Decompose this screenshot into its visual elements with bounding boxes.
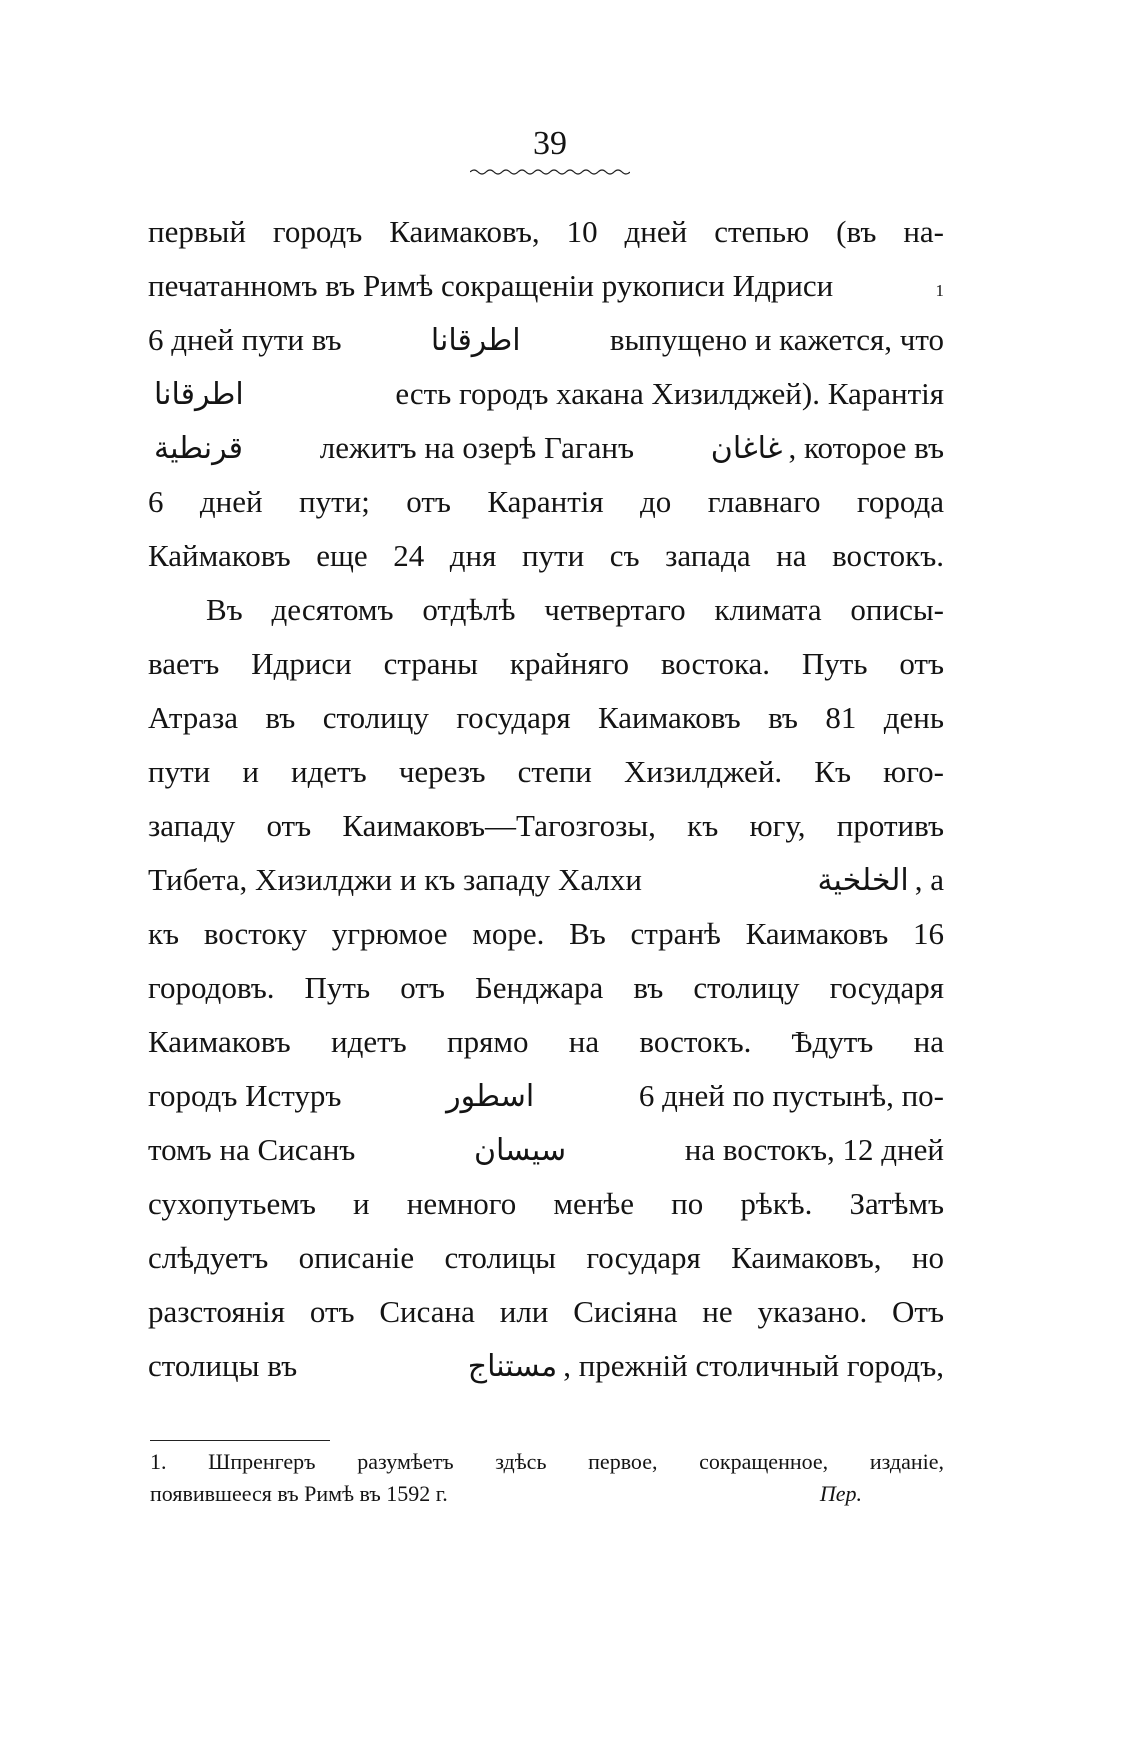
text-line: Атраза въ столицу государя Каимаковъ въ 81 день <box>148 700 944 735</box>
text-segment: столицы въ <box>148 1348 298 1383</box>
page-number-ornament <box>470 168 630 176</box>
text-segment: печатанномъ въ Римѣ сокращеніи рукописи Идриси <box>148 268 834 303</box>
arabic-word: اطرقانا <box>154 377 244 412</box>
text-segment: есть городъ хакана Хизилджей). Карантія <box>395 376 944 411</box>
text-line: слѣдуетъ описаніе столицы государя Каимаковъ, но <box>148 1240 944 1275</box>
text-line: печатанномъ въ Римѣ сокращеніи рукописи Идриси 1 <box>148 266 944 306</box>
text-line: Каймаковъ еще 24 дня пути съ запада на востокъ. <box>148 538 944 573</box>
page-number: 39 <box>533 125 567 162</box>
text-segment: выпущено и кажется, что <box>609 322 944 357</box>
text-segment <box>811 860 944 901</box>
footnote-line <box>150 1480 944 1508</box>
arabic-word: اطرقانا <box>430 323 521 358</box>
text-segment: на востокъ, 12 дней <box>684 1132 944 1167</box>
text-segment: лежитъ на озерѣ Гаганъ <box>319 430 635 465</box>
text-line <box>148 1130 944 1171</box>
text-line: сухопутьемъ и немного менѣе по рѣкѣ. Затѣмъ <box>148 1186 944 1221</box>
text-segment: 6 дней пути въ <box>148 322 342 357</box>
text-segment: , прежній столичный городъ, <box>563 1348 944 1383</box>
text-line: пути и идетъ черезъ степи Хизилджей. Къ юго- <box>148 754 944 789</box>
text-segment: городъ Истуръ <box>148 1078 342 1113</box>
text-line <box>148 1346 944 1387</box>
text-line: ваетъ Идриси страны крайняго востока. Путь отъ <box>148 646 944 681</box>
arabic-word: مستناج <box>467 1349 558 1384</box>
arabic-word: سيسان <box>473 1133 567 1168</box>
text-line <box>148 1076 944 1117</box>
text-segment: , которое въ <box>788 430 944 465</box>
text-line <box>148 320 944 361</box>
footnote-signature: Пер. <box>819 1481 862 1506</box>
text-line <box>148 374 944 415</box>
text-line: западу отъ Каимаковъ—Тагозгозы, къ югу, противъ <box>148 808 944 843</box>
arabic-word: اسطور <box>446 1079 535 1114</box>
arabic-word: الخلخية <box>817 863 909 898</box>
text-segment: , а <box>914 862 944 897</box>
text-segment <box>705 428 944 469</box>
text-line: городовъ. Путь отъ Бенджара въ столицу государя <box>148 970 944 1005</box>
text-line <box>148 860 944 901</box>
text-line: первый городъ Каимаковъ, 10 дней степью (въ на- <box>148 214 944 249</box>
text-line: къ востоку угрюмое море. Въ странѣ Каимаковъ 16 <box>148 916 944 951</box>
footnote-line: 1. Шпренгеръ разумѣетъ здѣсь первое, сокращенное, изданіе, <box>150 1449 944 1474</box>
arabic-word: غاغان <box>710 431 783 466</box>
text-line: разстоянія отъ Сисана или Сисіяна не указано. Отъ <box>148 1294 944 1329</box>
text-segment <box>462 1346 944 1387</box>
text-line: Каимаковъ идетъ прямо на востокъ. Ѣдутъ на <box>148 1024 944 1059</box>
text-segment: 6 дней по пустынѣ, по- <box>638 1078 944 1113</box>
footnote-divider <box>150 1440 330 1441</box>
text-segment: томъ на Сисанъ <box>148 1132 356 1167</box>
arabic-word: قرنطية <box>154 431 243 466</box>
footnote-text: появившееся въ Римѣ въ 1592 г. <box>150 1481 448 1506</box>
text-line <box>148 428 944 469</box>
text-line: Въ десятомъ отдѣлѣ четвертаго климата описы- <box>206 592 944 627</box>
text-segment: Тибета, Хизилджи и къ западу Халхи <box>148 862 643 897</box>
text-line: 6 дней пути; отъ Карантія до главнаго города <box>148 484 944 519</box>
